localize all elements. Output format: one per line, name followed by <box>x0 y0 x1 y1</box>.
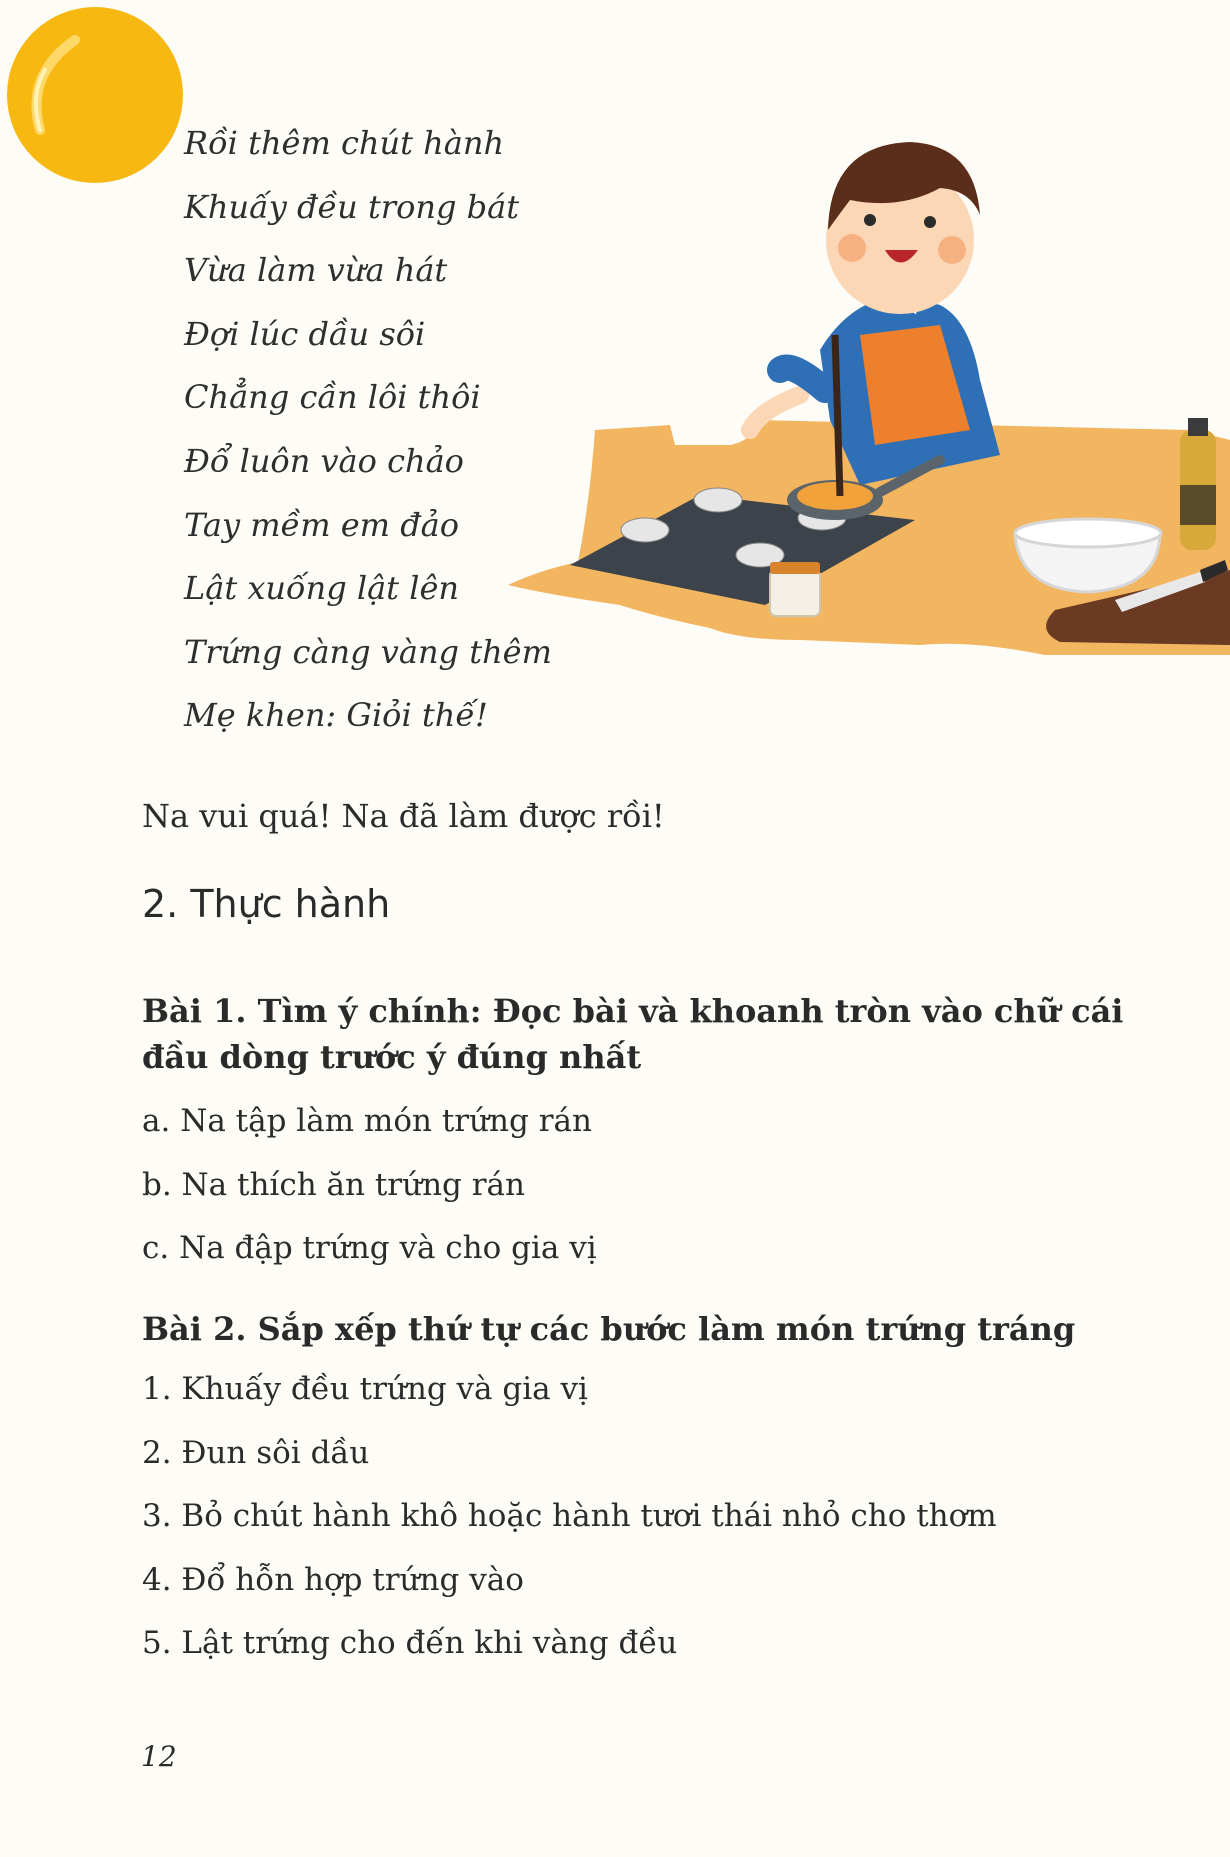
poem-line: Đợi lúc dầu sôi <box>184 314 426 353</box>
exercise-2-step: 3. Bỏ chút hành khô hoặc hành tươi thái nhỏ cho thơm <box>142 1498 997 1534</box>
poem-line: Khuấy đều trong bát <box>184 187 520 226</box>
poem-line: Chẳng cần lôi thôi <box>184 378 481 417</box>
sun-illustration <box>0 0 200 200</box>
exercise-2-step: 1. Khuấy đều trứng và gia vị <box>142 1371 588 1407</box>
bottle-cap <box>1188 418 1208 436</box>
burner-icon <box>694 488 742 512</box>
poem-line: Lật xuống lật lên <box>184 569 459 608</box>
exercise-2-steps <box>142 1358 997 1676</box>
section-title: 2. Thực hành <box>142 882 391 926</box>
jar-lid <box>770 562 820 574</box>
poem-line: Mẹ khen: Giỏi thế! <box>184 696 488 735</box>
exercise-1-title: Bài 1. Tìm ý chính: Đọc bài và khoanh tròn vào chữ cái đầu dòng trước ý đúng nhất <box>142 992 1124 1076</box>
exercise-1-option: c. Na đập trứng và cho gia vị <box>142 1230 597 1266</box>
poem-line: Vừa làm vừa hát <box>184 251 448 290</box>
jar <box>770 570 820 616</box>
exercise-1-option: a. Na tập làm món trứng rán <box>142 1103 592 1139</box>
poem <box>184 112 552 748</box>
cooking-boy-illustration <box>500 100 1230 660</box>
page-number: 12 <box>141 1740 177 1773</box>
burner-icon <box>621 518 669 542</box>
poem-line: Trứng càng vàng thêm <box>184 632 552 671</box>
boy-left-cheek <box>838 234 866 262</box>
egg-in-pan <box>797 482 873 510</box>
poem-line: Rồi thêm chút hành <box>184 124 505 162</box>
poem-line: Đổ luôn vào chảo <box>184 441 464 480</box>
chopsticks <box>835 335 840 496</box>
boy-left-eye <box>864 214 876 226</box>
boy-left-sleeve <box>780 368 825 391</box>
exercise-2-step: 5. Lật trứng cho đến khi vàng đều <box>142 1625 678 1661</box>
exercise-2-step: 4. Đổ hỗn hợp trứng vào <box>142 1561 524 1598</box>
exercise-2-step: 2. Đun sôi dầu <box>142 1434 370 1471</box>
story-ending: Na vui quá! Na đã làm được rồi! <box>142 797 665 835</box>
boy-right-cheek <box>938 236 966 264</box>
boy-right-eye <box>924 216 936 228</box>
bowl-rim <box>1015 519 1161 547</box>
exercise-1-options <box>142 1090 597 1281</box>
exercise-2-title: Bài 2. Sắp xếp thứ tự các bước làm món trứng tráng <box>142 1310 1076 1348</box>
exercise-1-option: b. Na thích ăn trứng rán <box>142 1166 526 1203</box>
bottle-label <box>1180 485 1216 525</box>
poem-line: Tay mềm em đảo <box>184 505 460 544</box>
